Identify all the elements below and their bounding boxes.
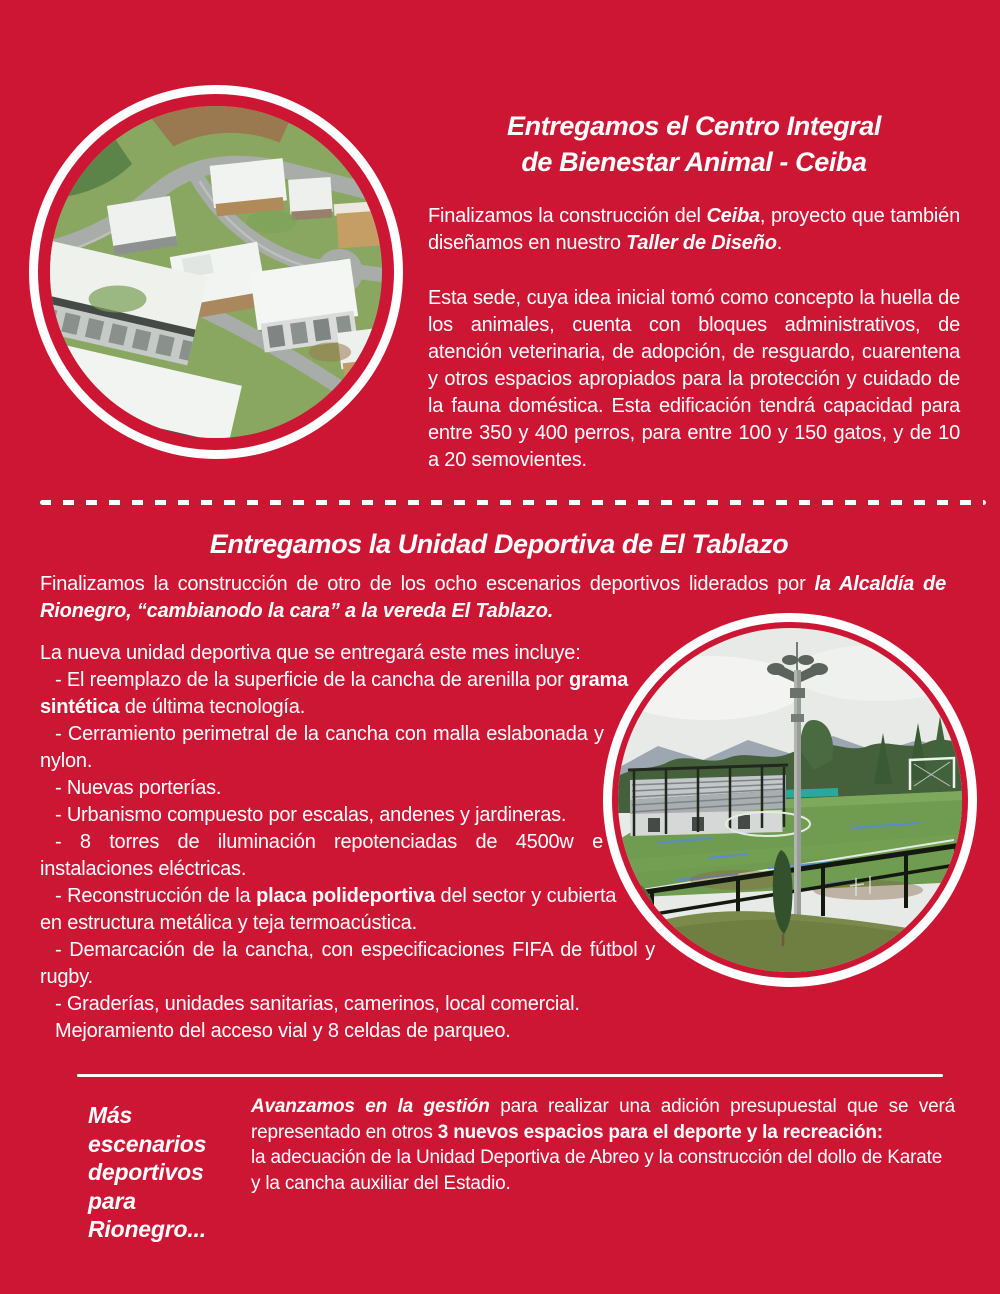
features-list-intro: La nueva unidad deportiva que se entregará este mes incluye: — [40, 642, 581, 664]
section-animal-welfare — [428, 108, 960, 474]
divider-line — [77, 1074, 943, 1077]
animal-section-title — [428, 108, 960, 180]
tablazo-section-title: Entregamos la Unidad Deportiva de El Tablazo — [209, 529, 789, 559]
list-item: - Graderías, unidades sanitarias, camerinos, local comercial. — [55, 993, 580, 1015]
more-sports-paragraph-2: la adecuación de la Unidad Deportiva de Abreo y la construcción del dollo de Karate y la cancha auxiliar del Estadio. — [251, 1147, 943, 1194]
list-item: - Urbanismo compuesto por escalas, andenes y jardineras. — [55, 804, 567, 826]
dotted-divider — [40, 500, 986, 505]
animal-paragraph-2: Esta sede, cuya idea inicial tomó como concepto la huella de los animales, cuenta con bloques administrativos, de atención veterinaria, de adopción, de resguardo, cuarentena y otros espacios apropiados para la protección y cuidado de la fauna doméstica. Esta edificación tendrá capacidad para entre 350 y 400 perros, para entre 100 y 150 gatos, y de 10 a 20 semovientes. — [428, 287, 960, 471]
more-sports-paragraph-1: Avanzamos en la gestión para realizar una adición presupuestal que se verá representado en otros 3 nuevos espacios para el deporte y la recreación: — [251, 1096, 955, 1143]
tablazo-intro-paragraph: Finalizamos la construcción de otro de los ocho escenarios deportivos liderados por la Alcaldía de Rionegro, “cambianodo la cara” a la vereda El Tablazo. — [40, 573, 946, 622]
list-item: - Cerramiento perimetral de la cancha con malla eslabonada y nylon. — [40, 723, 604, 772]
more-sports-label — [88, 1094, 251, 1244]
list-item: - El reemplazo de la superficie de la cancha de arenilla por grama sintética de última tecnología. — [40, 669, 629, 718]
list-item: - Reconstrucción de la placa polideportiva del sector y cubierta en estructura metálica y teja termoacústica. — [40, 885, 617, 934]
list-item: Mejoramiento del acceso vial y 8 celdas de parqueo. — [55, 1020, 511, 1042]
list-item: - Nuevas porterías. — [55, 777, 222, 799]
list-item: - 8 torres de iluminación repotenciadas de 4500w e instalaciones eléctricas. — [40, 831, 603, 880]
more-sports-section — [88, 1094, 955, 1244]
animal-paragraph-1: Finalizamos la construcción del Ceiba, proyecto que también diseñamos en nuestro Taller de Diseño. — [428, 205, 960, 254]
aerial-photo-ceiba — [50, 106, 382, 438]
label-line: Más escenarios — [88, 1102, 207, 1157]
title-line: Entregamos el Centro Integral — [507, 111, 881, 141]
sports-field-photo — [618, 628, 962, 972]
field-photo-circle — [603, 613, 977, 987]
sports-field-illustration — [618, 628, 962, 972]
aerial-photo-illustration — [50, 106, 382, 438]
title-line: de Bienestar Animal - Ceiba — [521, 147, 867, 177]
label-line: deportivos — [88, 1159, 204, 1185]
more-sports-text — [251, 1094, 955, 1244]
label-line: para Rionegro... — [88, 1187, 206, 1242]
aerial-photo-circle — [29, 85, 403, 459]
list-item: - Demarcación de la cancha, con especificaciones FIFA de fútbol y rugby. — [40, 939, 656, 988]
